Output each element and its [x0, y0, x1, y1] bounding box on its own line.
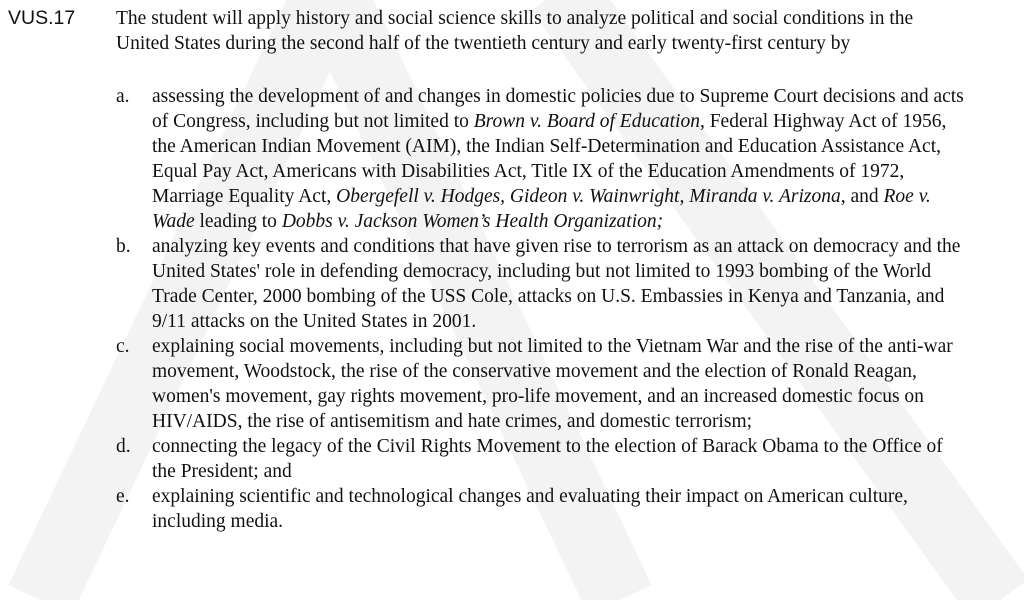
- item-text: [152, 86, 964, 232]
- standard-item: [116, 334, 966, 434]
- item-letter: b.: [116, 236, 131, 257]
- item-text: [152, 486, 908, 532]
- item-text-italic: Roe v. Wade: [152, 186, 931, 232]
- item-letter: d.: [116, 436, 131, 457]
- standard-code: VUS.17: [8, 7, 76, 29]
- standard-item: [116, 484, 966, 534]
- item-text-run: analyzing key events and conditions that have given rise to terrorism as an attack on democracy and the United States' role in defending democracy, including but not limited to 1993 bombing of the World Trade Center, 2000 bombing of the USS Cole, attacks on U.S. Embassies in Kenya and Tanzania, and 9/11 attacks on the United States in 2001.: [152, 236, 961, 332]
- item-text-italic: Dobbs v. Jackson Women’s Health Organization;: [281, 211, 664, 232]
- standard-items-list: [116, 84, 966, 534]
- item-text-run: leading to: [194, 211, 282, 232]
- standard-item: [116, 84, 966, 234]
- item-text-italic: Brown v. Board of Education: [473, 111, 700, 132]
- standard-item: [116, 234, 966, 334]
- item-text: [152, 436, 943, 482]
- item-text-run: explaining scientific and technological changes and evaluating their impact on American culture, including media.: [152, 486, 908, 532]
- item-text-run: and: [845, 186, 884, 207]
- item-letter: a.: [116, 86, 130, 107]
- item-text-run: explaining social movements, including but not limited to the Vietnam War and the rise of the anti-war movement, Woodstock, the rise of the conservative movement and the election of Ronald Reagan, women's movement, gay rights movement, pro-life movement, and an increased domestic focus on HIV/AIDS, the rise of antisemitism and hate crimes, and domestic terrorism;: [152, 336, 953, 432]
- item-letter: c.: [116, 336, 130, 357]
- standard-item: [116, 434, 966, 484]
- item-letter: e.: [116, 486, 130, 507]
- item-text: [152, 236, 960, 332]
- item-text-run: , Federal Highway Act of 1956, the American Indian Movement (AIM), the Indian Self-Determination and Education Assistance Act, Equal Pay Act, Americans with Disabilities Act, Title IX of the Education Amendments of 1972, Marriage Equality Act,: [152, 111, 947, 207]
- item-text-run: assessing the development of and changes in domestic policies due to Supreme Court decisions and acts of Congress, including but not limited to: [152, 86, 964, 132]
- standard-intro: The student will apply history and social science skills to analyze political and social conditions in the United States during the second half of the twentieth century and early twenty-first century by: [116, 8, 914, 54]
- item-text: [152, 336, 953, 432]
- item-text-run: connecting the legacy of the Civil Rights Movement to the election of Barack Obama to the Office of the President; and: [152, 436, 943, 482]
- item-text-italic: Obergefell v. Hodges, Gideon v. Wainwright, Miranda v. Arizona,: [336, 186, 846, 207]
